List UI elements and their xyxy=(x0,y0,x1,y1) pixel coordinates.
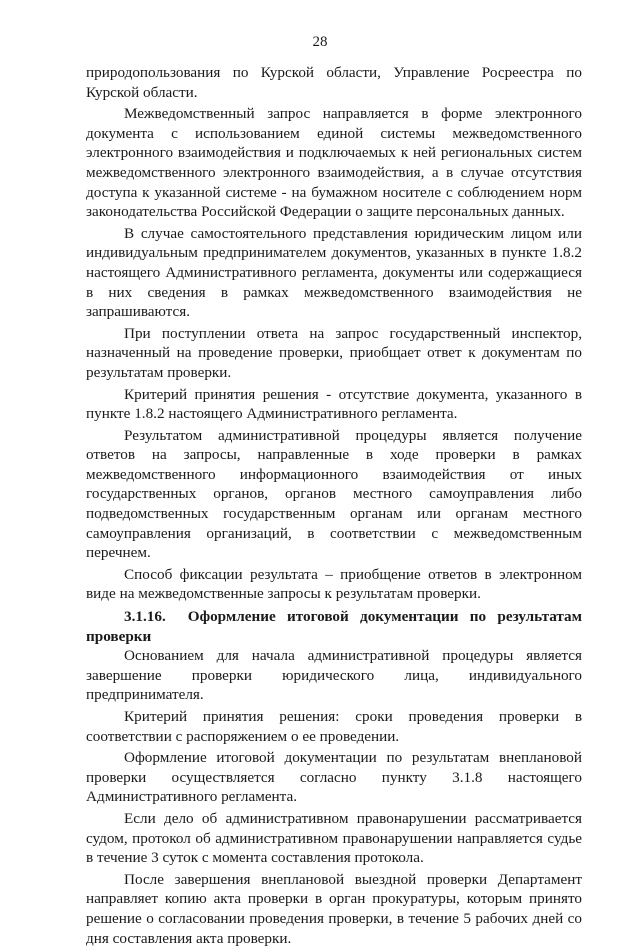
section-heading xyxy=(86,607,582,646)
paragraph: Межведомственный запрос направляется в форме электронного документа с использованием единой системы межведомственного электронного взаимодействия и подключаемых к ней региональных систем межведомственного электронного взаимодействия, а в случае отсутствия доступа к указанной системе - на бумажном носителе с соблюдением норм законодательства Российской Федерации о защите персональных данных. xyxy=(86,105,582,221)
paragraph: Критерий принятия решения: сроки проведения проверки в соответствии с распоряжением о ее проведении. xyxy=(86,708,582,745)
paragraph: Критерий принятия решения - отсутствие документа, указанного в пункте 1.8.2 настоящего Административного регламента. xyxy=(86,385,582,423)
paragraph: природопользования по Курской области, Управление Росреестра по Курской области. xyxy=(86,64,582,101)
paragraph: Если дело об административном правонарушении рассматривается судом, протокол об административном правонарушении направляется судье в течение 3 суток с момента составления протокола. xyxy=(86,809,582,867)
paragraph: Результатом административной процедуры является получение ответов на запросы, направленные в ходе проверки в рамках межведомственного информационного взаимодействия от иных государственных органов, органов местного самоуправления либо подведомственных государственным органам или органам местного самоуправления организаций, в соответствии с межведомственным перечнем. xyxy=(86,426,582,562)
paragraph: Основанием для начала административной процедуры является завершение проверки юридического лица, индивидуального предпринимателя. xyxy=(86,647,582,704)
page-number: 28 xyxy=(312,34,328,50)
document-body xyxy=(86,63,582,950)
paragraph: При поступлении ответа на запрос государственный инспектор, назначенный на проведение проверки, приобщает ответ к документам по результатам проверки. xyxy=(86,324,582,381)
section-number: 3.1.16. xyxy=(124,608,166,626)
paragraph: Способ фиксации результата – приобщение ответов в электронном виде на межведомственные запросы к результатам проверки. xyxy=(86,565,582,603)
section-title: Оформление итоговой документации по результатам проверки xyxy=(86,608,582,645)
paragraph: После завершения внеплановой выездной проверки Департамент направляет копию акта проверки в орган прокуратуры, которым принято решение о согласовании проведения проверки, в течение 5 рабочих дней со дня составления акта проверки. xyxy=(86,870,582,947)
paragraph: Оформление итоговой документации по результатам внеплановой проверки осуществляется согласно пункту 3.1.8 настоящего Административного регламента. xyxy=(86,749,582,806)
paragraph: В случае самостоятельного представления юридическим лицом или индивидуальным предпринимателем документов, указанных в пункте 1.8.2 настоящего Административного регламента, документы или содержащиеся в них сведения в рамках межведомственного взаимодействия не запрашиваются. xyxy=(86,224,582,321)
